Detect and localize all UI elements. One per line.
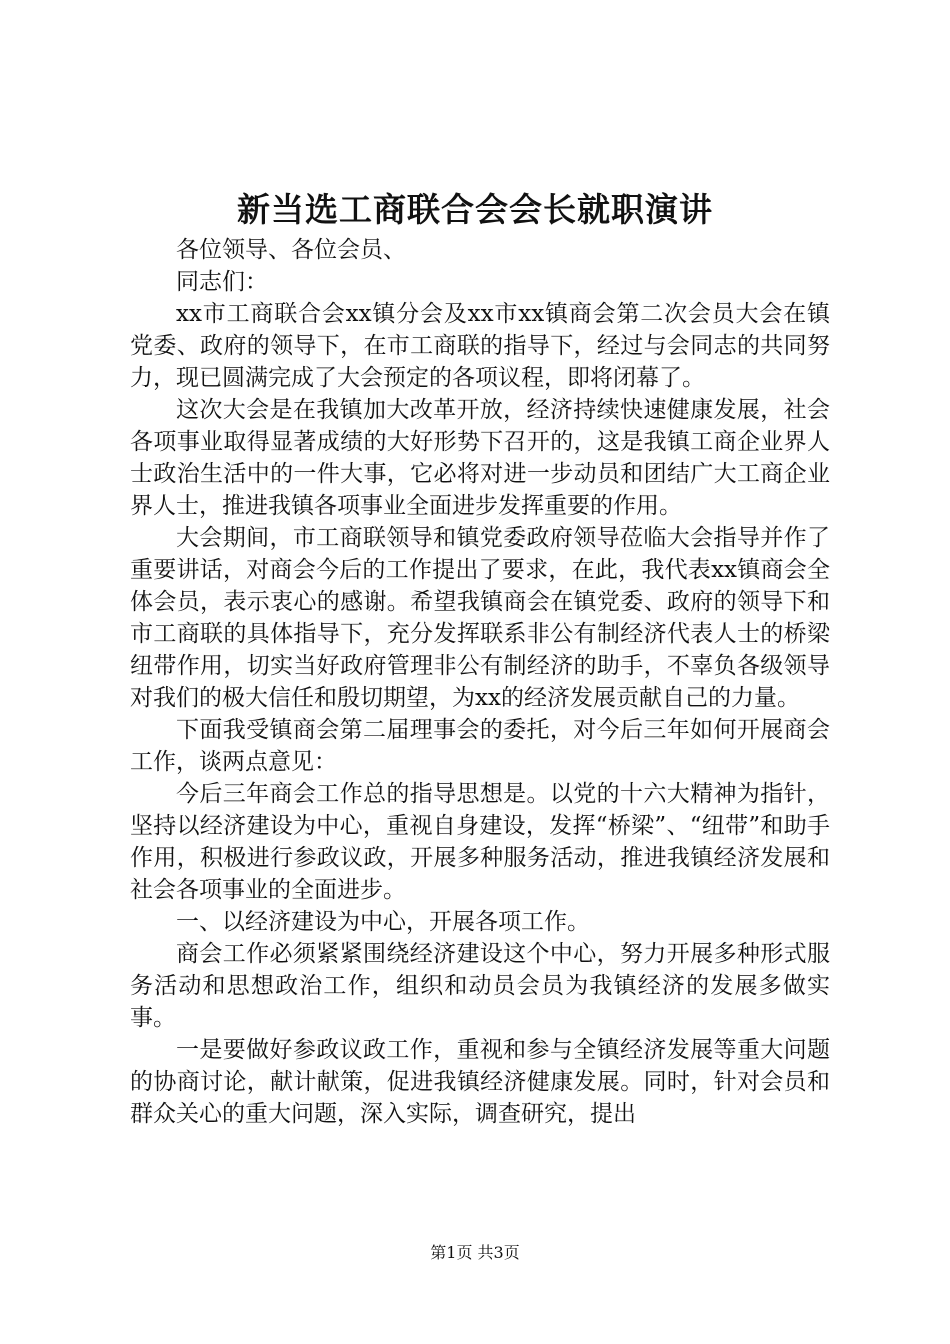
paragraph-salutation-2: 同志们：: [176, 269, 268, 295]
document-title: 新当选工商联合会会长就职演讲: [237, 190, 713, 229]
paragraph: xx市工商联合会xx镇分会及xx市xx镇商会第二次会员大会在镇党委、政府的领导下，在市工商联的指导下，经过与会同志的共同努力，现已圆满完成了大会预定的各项议程，即将闭幕了。: [130, 301, 830, 391]
document-body: [130, 234, 830, 1130]
section-heading: 一、以经济建设为中心，开展各项工作。: [176, 909, 590, 935]
paragraph-salutation-1: 各位领导、各位会员、: [176, 237, 406, 263]
paragraph: 商会工作必须紧紧围绕经济建设这个中心，努力开展多种形式服务活动和思想政治工作，组织和动员会员为我镇经济的发展多做实事。: [130, 941, 830, 1031]
paragraph: 下面我受镇商会第二届理事会的委托，对今后三年如何开展商会工作，谈两点意见：: [130, 717, 830, 775]
paragraph: 一是要做好参政议政工作，重视和参与全镇经济发展等重大问题的协商讨论，献计献策，促进我镇经济健康发展。同时，针对会员和群众关心的重大问题，深入实际，调查研究，提出: [130, 1037, 830, 1127]
page-footer: 第1页 共3页: [430, 1243, 520, 1262]
paragraph: 大会期间，市工商联领导和镇党委政府领导莅临大会指导并作了重要讲话，对商会今后的工作提出了要求，在此，我代表xx镇商会全体会员，表示衷心的感谢。希望我镇商会在镇党委、政府的领导下和市工商联的具体指导下，充分发挥联系非公有制经济代表人士的桥梁纽带作用，切实当好政府管理非公有制经济的助手，不辜负各级领导对我们的极大信任和殷切期望，为xx的经济发展贡献自己的力量。: [130, 525, 830, 711]
paragraph: 今后三年商会工作总的指导思想是。以党的十六大精神为指针，坚持以经济建设为中心，重视自身建设，发挥“桥梁”、“纽带”和助手作用，积极进行参政议政，开展多种服务活动，推进我镇经济发展和社会各项事业的全面进步。: [130, 781, 830, 903]
paragraph: 这次大会是在我镇加大改革开放，经济持续快速健康发展，社会各项事业取得显著成绩的大好形势下召开的，这是我镇工商企业界人士政治生活中的一件大事，它必将对进一步动员和团结广大工商企业界人士，推进我镇各项事业全面进步发挥重要的作用。: [130, 397, 830, 519]
